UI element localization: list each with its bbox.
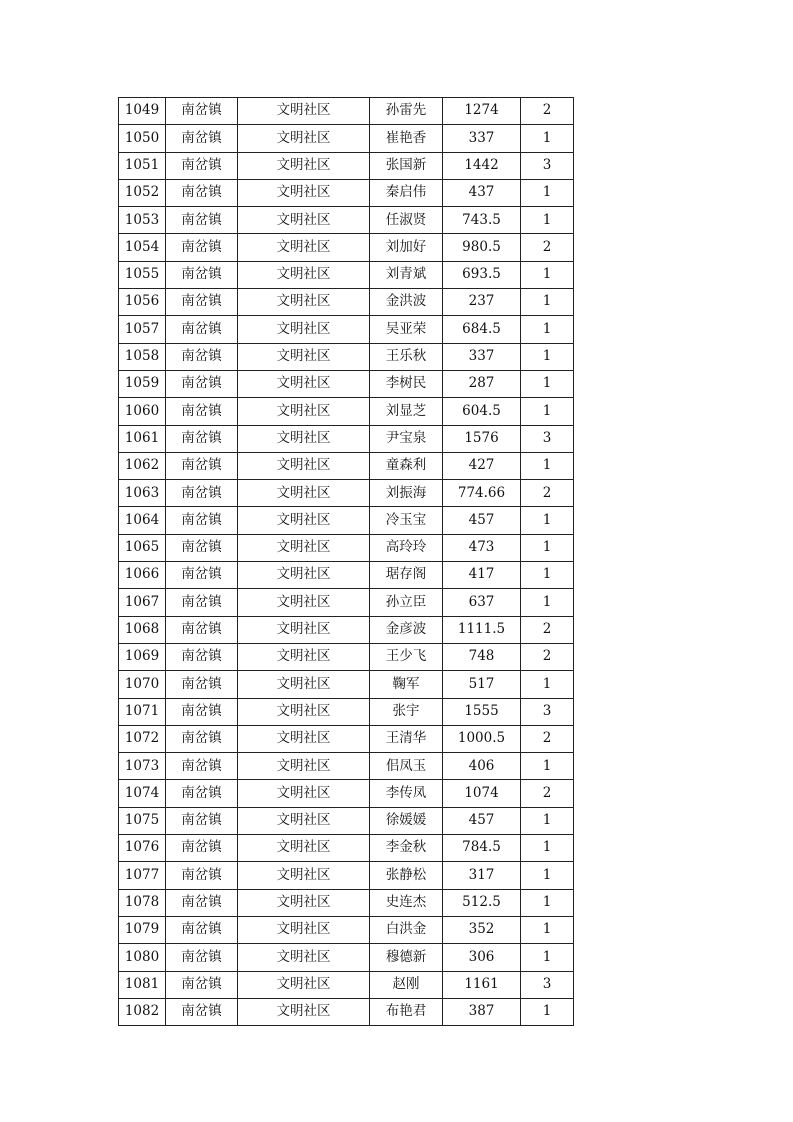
amount-cell: 337	[443, 343, 521, 370]
amount-cell: 287	[443, 370, 521, 397]
row-number-cell: 1055	[119, 261, 166, 288]
town-cell: 南岔镇	[166, 643, 238, 670]
name-cell: 吴亚荣	[370, 316, 443, 343]
count-cell: 1	[521, 207, 574, 234]
town-cell: 南岔镇	[166, 671, 238, 698]
name-cell: 穆德新	[370, 944, 443, 971]
amount-cell: 457	[443, 507, 521, 534]
community-cell: 文明社区	[238, 562, 370, 589]
row-number-cell: 1075	[119, 807, 166, 834]
roster-table	[118, 97, 574, 1026]
town-cell: 南岔镇	[166, 807, 238, 834]
community-cell: 文明社区	[238, 725, 370, 752]
amount-cell: 437	[443, 179, 521, 206]
table-row	[119, 753, 574, 780]
row-number-cell: 1080	[119, 944, 166, 971]
row-number-cell: 1077	[119, 862, 166, 889]
roster-table-body	[119, 98, 574, 1026]
name-cell: 王少飞	[370, 643, 443, 670]
amount-cell: 417	[443, 562, 521, 589]
count-cell: 2	[521, 480, 574, 507]
count-cell: 1	[521, 807, 574, 834]
name-cell: 史连杰	[370, 889, 443, 916]
amount-cell: 427	[443, 452, 521, 479]
row-number-cell: 1063	[119, 480, 166, 507]
town-cell: 南岔镇	[166, 998, 238, 1025]
town-cell: 南岔镇	[166, 316, 238, 343]
amount-cell: 684.5	[443, 316, 521, 343]
count-cell: 1	[521, 998, 574, 1025]
row-number-cell: 1079	[119, 916, 166, 943]
row-number-cell: 1076	[119, 835, 166, 862]
count-cell: 1	[521, 507, 574, 534]
count-cell: 1	[521, 179, 574, 206]
town-cell: 南岔镇	[166, 179, 238, 206]
count-cell: 1	[521, 589, 574, 616]
town-cell: 南岔镇	[166, 261, 238, 288]
amount-cell: 237	[443, 289, 521, 316]
count-cell: 3	[521, 971, 574, 998]
row-number-cell: 1066	[119, 562, 166, 589]
community-cell: 文明社区	[238, 152, 370, 179]
name-cell: 徐媛媛	[370, 807, 443, 834]
community-cell: 文明社区	[238, 179, 370, 206]
table-row	[119, 534, 574, 561]
name-cell: 鞠军	[370, 671, 443, 698]
table-row	[119, 316, 574, 343]
community-cell: 文明社区	[238, 671, 370, 698]
table-row	[119, 452, 574, 479]
town-cell: 南岔镇	[166, 780, 238, 807]
table-row	[119, 862, 574, 889]
name-cell: 佀凤玉	[370, 753, 443, 780]
community-cell: 文明社区	[238, 916, 370, 943]
town-cell: 南岔镇	[166, 98, 238, 125]
table-row	[119, 179, 574, 206]
community-cell: 文明社区	[238, 971, 370, 998]
community-cell: 文明社区	[238, 643, 370, 670]
table-row	[119, 807, 574, 834]
count-cell: 1	[521, 862, 574, 889]
row-number-cell: 1056	[119, 289, 166, 316]
table-row	[119, 780, 574, 807]
community-cell: 文明社区	[238, 534, 370, 561]
row-number-cell: 1067	[119, 589, 166, 616]
count-cell: 1	[521, 261, 574, 288]
table-row	[119, 889, 574, 916]
table-row	[119, 944, 574, 971]
community-cell: 文明社区	[238, 889, 370, 916]
table-row	[119, 562, 574, 589]
amount-cell: 387	[443, 998, 521, 1025]
row-number-cell: 1071	[119, 698, 166, 725]
town-cell: 南岔镇	[166, 698, 238, 725]
name-cell: 金彦波	[370, 616, 443, 643]
count-cell: 1	[521, 125, 574, 152]
town-cell: 南岔镇	[166, 944, 238, 971]
count-cell: 1	[521, 562, 574, 589]
amount-cell: 512.5	[443, 889, 521, 916]
table-row	[119, 425, 574, 452]
town-cell: 南岔镇	[166, 207, 238, 234]
amount-cell: 774.66	[443, 480, 521, 507]
table-row	[119, 643, 574, 670]
count-cell: 2	[521, 234, 574, 261]
amount-cell: 1111.5	[443, 616, 521, 643]
row-number-cell: 1065	[119, 534, 166, 561]
count-cell: 2	[521, 643, 574, 670]
table-row	[119, 616, 574, 643]
community-cell: 文明社区	[238, 698, 370, 725]
community-cell: 文明社区	[238, 862, 370, 889]
amount-cell: 406	[443, 753, 521, 780]
table-row	[119, 370, 574, 397]
community-cell: 文明社区	[238, 480, 370, 507]
community-cell: 文明社区	[238, 343, 370, 370]
row-number-cell: 1074	[119, 780, 166, 807]
amount-cell: 457	[443, 807, 521, 834]
table-row	[119, 507, 574, 534]
town-cell: 南岔镇	[166, 370, 238, 397]
amount-cell: 352	[443, 916, 521, 943]
town-cell: 南岔镇	[166, 916, 238, 943]
amount-cell: 1161	[443, 971, 521, 998]
name-cell: 张静松	[370, 862, 443, 889]
count-cell: 1	[521, 889, 574, 916]
name-cell: 崔艳香	[370, 125, 443, 152]
row-number-cell: 1058	[119, 343, 166, 370]
row-number-cell: 1060	[119, 398, 166, 425]
town-cell: 南岔镇	[166, 425, 238, 452]
row-number-cell: 1050	[119, 125, 166, 152]
table-row	[119, 480, 574, 507]
table-row	[119, 261, 574, 288]
name-cell: 冷玉宝	[370, 507, 443, 534]
table-row	[119, 916, 574, 943]
name-cell: 布艳君	[370, 998, 443, 1025]
count-cell: 3	[521, 425, 574, 452]
amount-cell: 980.5	[443, 234, 521, 261]
amount-cell: 306	[443, 944, 521, 971]
table-row	[119, 671, 574, 698]
row-number-cell: 1054	[119, 234, 166, 261]
community-cell: 文明社区	[238, 998, 370, 1025]
name-cell: 刘青斌	[370, 261, 443, 288]
table-row	[119, 98, 574, 125]
community-cell: 文明社区	[238, 507, 370, 534]
community-cell: 文明社区	[238, 98, 370, 125]
row-number-cell: 1068	[119, 616, 166, 643]
community-cell: 文明社区	[238, 316, 370, 343]
town-cell: 南岔镇	[166, 589, 238, 616]
name-cell: 王乐秋	[370, 343, 443, 370]
name-cell: 张国新	[370, 152, 443, 179]
amount-cell: 1074	[443, 780, 521, 807]
count-cell: 1	[521, 671, 574, 698]
count-cell: 3	[521, 152, 574, 179]
count-cell: 1	[521, 316, 574, 343]
count-cell: 2	[521, 98, 574, 125]
table-row	[119, 343, 574, 370]
community-cell: 文明社区	[238, 398, 370, 425]
community-cell: 文明社区	[238, 370, 370, 397]
community-cell: 文明社区	[238, 125, 370, 152]
row-number-cell: 1051	[119, 152, 166, 179]
town-cell: 南岔镇	[166, 562, 238, 589]
town-cell: 南岔镇	[166, 480, 238, 507]
count-cell: 1	[521, 370, 574, 397]
name-cell: 任淑贤	[370, 207, 443, 234]
name-cell: 李金秋	[370, 835, 443, 862]
town-cell: 南岔镇	[166, 452, 238, 479]
table-row	[119, 998, 574, 1025]
town-cell: 南岔镇	[166, 534, 238, 561]
table-row	[119, 589, 574, 616]
name-cell: 孙雷先	[370, 98, 443, 125]
row-number-cell: 1061	[119, 425, 166, 452]
town-cell: 南岔镇	[166, 889, 238, 916]
name-cell: 刘显芝	[370, 398, 443, 425]
town-cell: 南岔镇	[166, 152, 238, 179]
amount-cell: 473	[443, 534, 521, 561]
amount-cell: 1576	[443, 425, 521, 452]
row-number-cell: 1081	[119, 971, 166, 998]
table-row	[119, 152, 574, 179]
community-cell: 文明社区	[238, 261, 370, 288]
town-cell: 南岔镇	[166, 234, 238, 261]
amount-cell: 317	[443, 862, 521, 889]
count-cell: 1	[521, 944, 574, 971]
town-cell: 南岔镇	[166, 725, 238, 752]
name-cell: 李传凤	[370, 780, 443, 807]
row-number-cell: 1070	[119, 671, 166, 698]
amount-cell: 1274	[443, 98, 521, 125]
community-cell: 文明社区	[238, 807, 370, 834]
table-row	[119, 125, 574, 152]
table-row	[119, 207, 574, 234]
community-cell: 文明社区	[238, 753, 370, 780]
town-cell: 南岔镇	[166, 971, 238, 998]
name-cell: 张宇	[370, 698, 443, 725]
count-cell: 1	[521, 916, 574, 943]
table-row	[119, 971, 574, 998]
row-number-cell: 1049	[119, 98, 166, 125]
amount-cell: 748	[443, 643, 521, 670]
town-cell: 南岔镇	[166, 862, 238, 889]
community-cell: 文明社区	[238, 425, 370, 452]
amount-cell: 693.5	[443, 261, 521, 288]
count-cell: 1	[521, 452, 574, 479]
name-cell: 秦启伟	[370, 179, 443, 206]
amount-cell: 784.5	[443, 835, 521, 862]
table-row	[119, 835, 574, 862]
community-cell: 文明社区	[238, 780, 370, 807]
community-cell: 文明社区	[238, 944, 370, 971]
count-cell: 1	[521, 398, 574, 425]
community-cell: 文明社区	[238, 289, 370, 316]
amount-cell: 637	[443, 589, 521, 616]
row-number-cell: 1073	[119, 753, 166, 780]
count-cell: 1	[521, 289, 574, 316]
amount-cell: 1442	[443, 152, 521, 179]
count-cell: 3	[521, 698, 574, 725]
row-number-cell: 1078	[119, 889, 166, 916]
row-number-cell: 1064	[119, 507, 166, 534]
name-cell: 高玲玲	[370, 534, 443, 561]
count-cell: 1	[521, 835, 574, 862]
town-cell: 南岔镇	[166, 835, 238, 862]
table-row	[119, 289, 574, 316]
row-number-cell: 1069	[119, 643, 166, 670]
community-cell: 文明社区	[238, 616, 370, 643]
town-cell: 南岔镇	[166, 125, 238, 152]
count-cell: 1	[521, 753, 574, 780]
row-number-cell: 1059	[119, 370, 166, 397]
name-cell: 孙立臣	[370, 589, 443, 616]
amount-cell: 604.5	[443, 398, 521, 425]
name-cell: 尹宝泉	[370, 425, 443, 452]
row-number-cell: 1072	[119, 725, 166, 752]
row-number-cell: 1062	[119, 452, 166, 479]
name-cell: 琚存阁	[370, 562, 443, 589]
town-cell: 南岔镇	[166, 507, 238, 534]
town-cell: 南岔镇	[166, 289, 238, 316]
count-cell: 2	[521, 780, 574, 807]
community-cell: 文明社区	[238, 207, 370, 234]
amount-cell: 743.5	[443, 207, 521, 234]
row-number-cell: 1057	[119, 316, 166, 343]
name-cell: 刘振海	[370, 480, 443, 507]
town-cell: 南岔镇	[166, 343, 238, 370]
name-cell: 刘加好	[370, 234, 443, 261]
name-cell: 李树民	[370, 370, 443, 397]
amount-cell: 337	[443, 125, 521, 152]
community-cell: 文明社区	[238, 589, 370, 616]
count-cell: 1	[521, 534, 574, 561]
name-cell: 王清华	[370, 725, 443, 752]
name-cell: 赵刚	[370, 971, 443, 998]
table-row	[119, 725, 574, 752]
table-row	[119, 698, 574, 725]
community-cell: 文明社区	[238, 234, 370, 261]
table-row	[119, 234, 574, 261]
name-cell: 白洪金	[370, 916, 443, 943]
amount-cell: 517	[443, 671, 521, 698]
amount-cell: 1555	[443, 698, 521, 725]
count-cell: 2	[521, 725, 574, 752]
count-cell: 2	[521, 616, 574, 643]
community-cell: 文明社区	[238, 452, 370, 479]
town-cell: 南岔镇	[166, 398, 238, 425]
count-cell: 1	[521, 343, 574, 370]
row-number-cell: 1052	[119, 179, 166, 206]
town-cell: 南岔镇	[166, 616, 238, 643]
name-cell: 金洪波	[370, 289, 443, 316]
community-cell: 文明社区	[238, 835, 370, 862]
row-number-cell: 1053	[119, 207, 166, 234]
name-cell: 童森利	[370, 452, 443, 479]
table-row	[119, 398, 574, 425]
row-number-cell: 1082	[119, 998, 166, 1025]
town-cell: 南岔镇	[166, 753, 238, 780]
amount-cell: 1000.5	[443, 725, 521, 752]
